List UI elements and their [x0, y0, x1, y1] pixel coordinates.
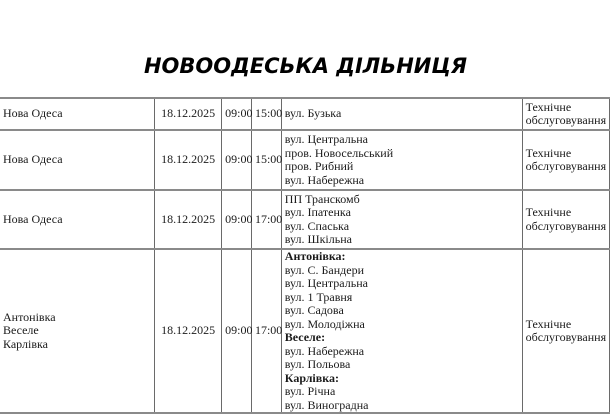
location-name: Нова Одеса [3, 152, 63, 167]
work-type-line: обслуговування [525, 113, 607, 127]
location-name: Антонівка [3, 309, 56, 324]
street-line: вул. Шкільна [284, 232, 352, 246]
end-time-cell: 17:00 [251, 190, 281, 249]
location-cell [0, 190, 155, 249]
location-cell [0, 249, 155, 413]
street-line: вул. Молодіжна [284, 316, 365, 331]
work-type-line: Технічне [525, 316, 572, 331]
work-type-line: Технічне [525, 205, 572, 219]
street-line: вул. Набережна [284, 343, 365, 358]
village-heading: Антонівка: [284, 249, 346, 263]
work-type-cell [522, 190, 609, 249]
table-row [0, 249, 610, 413]
table-row [0, 190, 610, 249]
street-line: вул. Центральна [284, 276, 368, 290]
table-row [0, 130, 610, 190]
start-time-cell: 09:00 [222, 98, 252, 130]
work-type-line: обслуговування [525, 218, 607, 233]
street-line: пров. Новосельський [284, 145, 394, 160]
street-line: вул. Іпатенка [284, 205, 351, 219]
street-line: вул. Центральна [284, 132, 368, 146]
table-row [0, 98, 610, 130]
street-line: вул. Бузька [284, 106, 342, 121]
street-line: вул. Польова [284, 357, 351, 371]
date-cell: 18.12.2025 [155, 190, 222, 249]
work-type-cell [522, 98, 609, 130]
start-time-cell: 09:00 [222, 130, 252, 190]
location-name: Нова Одеса [3, 106, 63, 121]
streets-cell [281, 98, 522, 130]
location-cell [0, 130, 155, 190]
street-line: вул. Спаська [284, 218, 350, 233]
street-line: вул. Річна [284, 384, 336, 398]
date-cell: 18.12.2025 [155, 98, 222, 130]
page-title: НОВООДЕСЬКА ДІЛЬНИЦЯ [143, 54, 468, 78]
village-heading: Веселе: [284, 330, 326, 344]
start-time-cell: 09:00 [222, 190, 252, 249]
street-line: вул. С. Бандери [284, 262, 364, 277]
location-name: Нова Одеса [3, 211, 63, 226]
street-line: вул. Виноградна [284, 397, 369, 412]
location-name: Карлівка [3, 336, 48, 351]
streets-cell [281, 249, 522, 413]
work-type-cell [522, 249, 609, 413]
start-time-cell: 09:00 [222, 249, 252, 413]
outage-schedule-table [0, 97, 610, 414]
end-time-cell: 17:00 [251, 249, 281, 413]
street-line: пров. Рибний [284, 159, 354, 173]
date-cell: 18.12.2025 [155, 130, 222, 190]
streets-cell [281, 130, 522, 190]
streets-cell [281, 190, 522, 249]
date-cell: 18.12.2025 [155, 249, 222, 413]
street-line: вул. Набережна [284, 172, 365, 187]
end-time-cell: 15:00 [251, 98, 281, 130]
work-type-line: обслуговування [525, 330, 607, 344]
end-time-cell: 15:00 [251, 130, 281, 190]
work-type-line: Технічне [525, 145, 572, 160]
work-type-line: обслуговування [525, 159, 607, 173]
street-line: вул. Садова [284, 303, 344, 317]
street-line: ПП Транскомб [284, 191, 360, 206]
street-line: вул. 1 Травня [284, 289, 353, 304]
location-cell [0, 98, 155, 130]
work-type-cell [522, 130, 609, 190]
village-heading: Карлівка: [284, 370, 339, 385]
work-type-line: Технічне [525, 99, 572, 114]
location-name: Веселе [3, 323, 39, 338]
